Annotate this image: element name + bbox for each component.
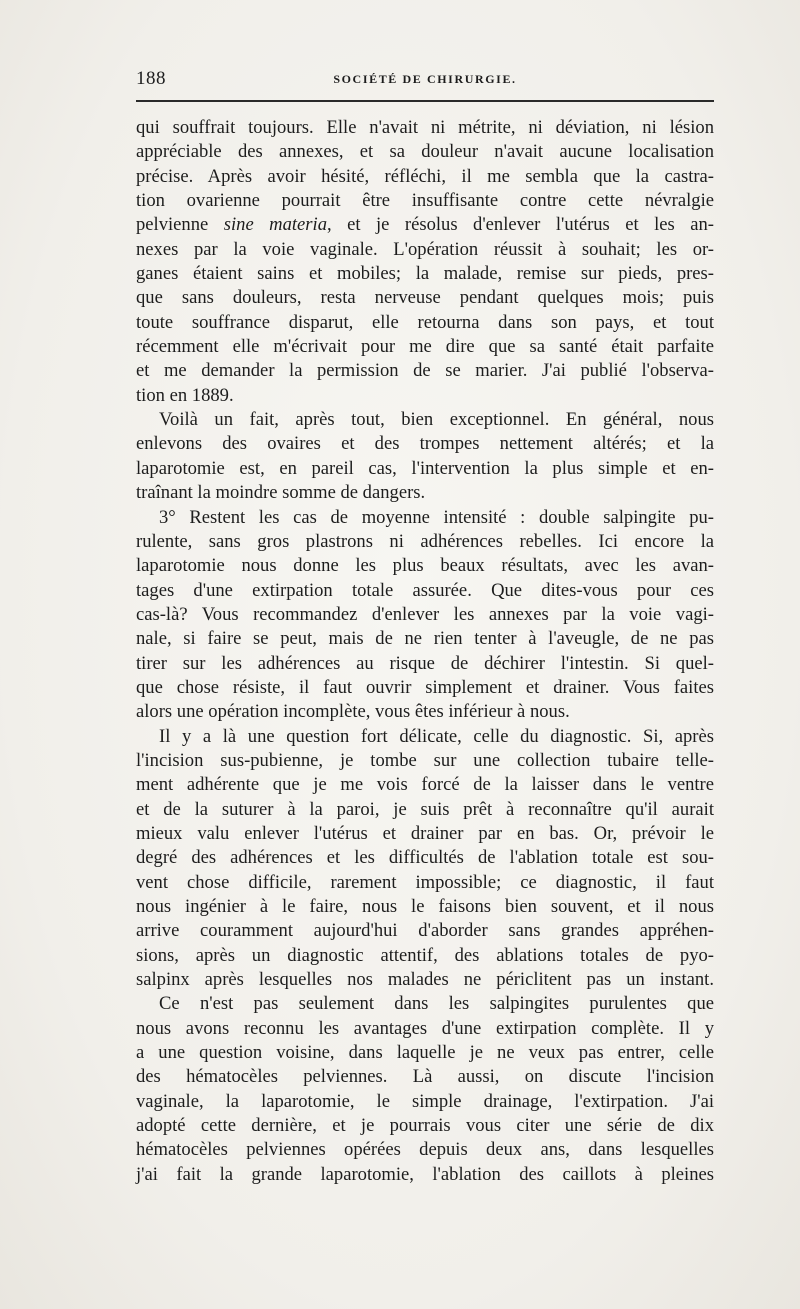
text-line: Il y a là une question fort délicate, celle du diagnostic. Si, après: [159, 725, 714, 747]
text-line: que chose résiste, il faut ouvrir simplement et drainer. Vous faites: [136, 676, 714, 698]
text-line: cas-là? Vous recommandez d'enlever les annexes par la voie vagi-: [136, 603, 714, 625]
italic-phrase: sine materia: [223, 214, 328, 236]
text-line: ment adhérente que je me vois forcé de la laisser dans le ventre: [136, 774, 714, 796]
running-head: SOCIÉTÉ DE CHIRURGIE.: [333, 72, 517, 86]
text-line: nexes par la voie vaginale. L'opération réussit à souhait; les or-: [136, 238, 714, 260]
text-line: tages d'une extirpation totale assurée. Que dites-vous pour ces: [136, 579, 714, 601]
text-line: précise. Après avoir hésité, réfléchi, il me sembla que la castra-: [136, 165, 714, 187]
text-line: qui souffrait toujours. Elle n'avait ni métrite, ni déviation, ni lésion: [136, 117, 714, 138]
page-header: [136, 68, 714, 92]
text-line: toute souffrance disparut, elle retourna dans son pays, et tout: [136, 311, 714, 333]
text-line: l'incision sus-pubienne, je tombe sur une collection tubaire telle-: [136, 749, 714, 771]
text-line: rulente, sans gros plastrons ni adhérences rebelles. Ici encore la: [136, 530, 714, 552]
text-line: tirer sur les adhérences au risque de déchirer l'intestin. Si quel-: [136, 652, 714, 674]
header-rule: [136, 100, 714, 102]
text-line: alors une opération incomplète, vous êtes inférieur à nous.: [136, 701, 570, 723]
text-line: mieux valu enlever l'utérus et drainer par en bas. Or, prévoir le: [136, 822, 714, 844]
text-line: ganes étaient sains et mobiles; la malade, remise sur pieds, pres-: [136, 263, 714, 285]
text-line: hématocèles pelviennes opérées depuis deux ans, dans lesquelles: [136, 1139, 714, 1161]
text-line: traînant la moindre somme de dangers.: [136, 482, 426, 504]
text-line: tion ovarienne pourrait être insuffisante contre cette névralgie: [136, 190, 714, 212]
text-line: et me demander la permission de se marier. J'ai publié l'observa-: [136, 360, 714, 382]
text-line: nous avons reconnu les avantages d'une extirpation complète. Il y: [136, 1017, 714, 1039]
text-line: tion en 1889.: [136, 384, 234, 406]
text-line: arrive couramment aujourd'hui d'aborder sans grandes appréhen-: [136, 920, 714, 942]
text-line: des hématocèles pelviennes. Là aussi, on discute l'incision: [136, 1066, 714, 1088]
text-line: laparotomie nous donne les plus beaux résultats, avec les avan-: [136, 555, 714, 577]
text-line: sions, après un diagnostic attentif, des ablations totales de pyo-: [136, 944, 714, 966]
text-line: j'ai fait la grande laparotomie, l'ablation des caillots à pleines: [136, 1163, 714, 1185]
text-line: pelvienne sine materia, et je résolus d'enlever l'utérus et les an-: [136, 214, 714, 236]
text-line: Voilà un fait, après tout, bien exceptionnel. En général, nous: [159, 409, 714, 431]
page-number: 188: [136, 68, 166, 89]
text-line: a une question voisine, dans laquelle je ne veux pas entrer, celle: [136, 1042, 714, 1064]
text-line: appréciable des annexes, et sa douleur n'avait aucune localisation: [136, 141, 714, 163]
text-line: adopté cette dernière, et je pourrais vous citer une série de dix: [136, 1115, 714, 1137]
text-line: vaginale, la laparotomie, le simple drainage, l'extirpation. J'ai: [136, 1090, 714, 1112]
text-line: récemment elle m'écrivait pour me dire que sa santé était parfaite: [136, 336, 714, 358]
text-line: nous ingénier à le faire, nous le faisons bien souvent, et il nous: [136, 896, 714, 917]
text-line: 3° Restent les cas de moyenne intensité : double salpingite pu-: [159, 506, 714, 528]
text-line: laparotomie est, en pareil cas, l'intervention la plus simple et en-: [136, 457, 714, 479]
text-line: et de la suturer à la paroi, je suis prêt à reconnaître qu'il aurait: [136, 798, 714, 820]
text-line: enlevons des ovaires et des trompes nettement altérés; et la: [136, 433, 714, 455]
text-line: degré des adhérences et les difficultés de l'ablation totale est sou-: [136, 847, 714, 869]
body-text: [136, 116, 714, 1187]
text-line: Ce n'est pas seulement dans les salpingites purulentes que: [159, 993, 714, 1015]
text-line: salpinx après lesquelles nos malades ne périclitent pas un instant.: [136, 969, 714, 991]
text-line: que sans douleurs, resta nerveuse pendant quelques mois; puis: [136, 287, 714, 309]
text-line: vent chose difficile, rarement impossible; ce diagnostic, il faut: [136, 871, 714, 893]
text-line: nale, si faire se peut, mais de ne rien tenter à l'aveugle, de ne pas: [136, 628, 714, 650]
